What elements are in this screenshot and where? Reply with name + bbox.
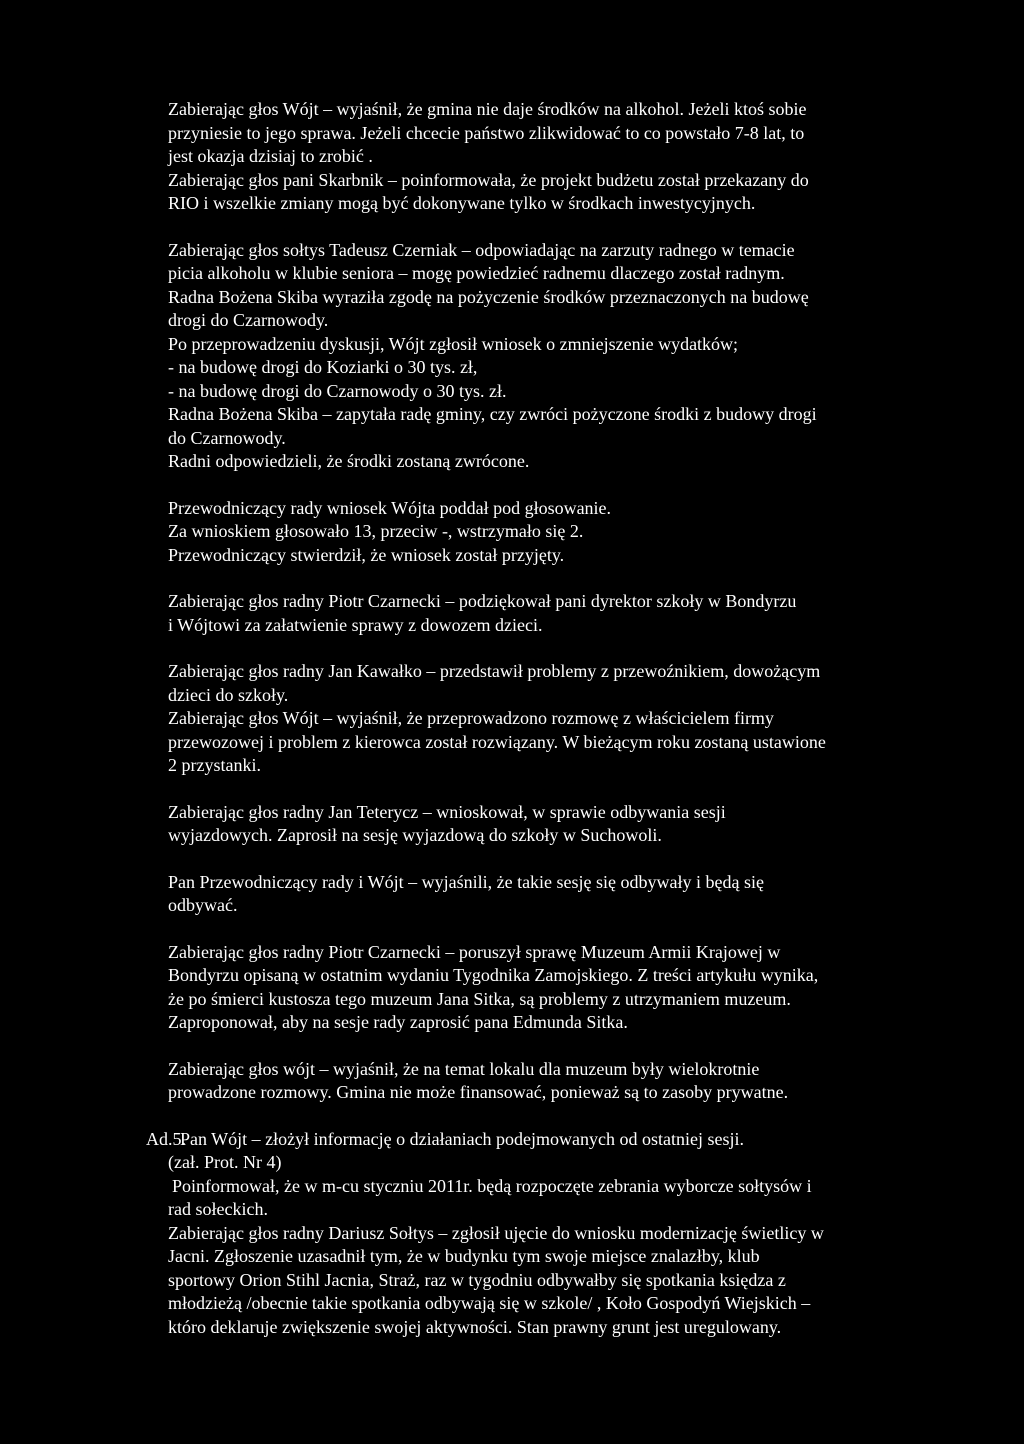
text-line: jest okazja dzisiaj to zrobić . bbox=[168, 146, 373, 166]
text-line: przyniesie to jego sprawa. Jeżeli chcecie państwo zlikwidować to co powstało 7-8 lat, to bbox=[168, 122, 805, 143]
text-line: do Czarnowody. bbox=[168, 427, 286, 448]
text-line: Zaproponował, aby na sesje rady zaprosić pana Edmunda Sitka. bbox=[168, 1012, 628, 1032]
text-line: - na budowę drogi do Czarnowody o 30 tys. zł. bbox=[168, 380, 507, 401]
text-line: rad sołeckich. bbox=[168, 1199, 268, 1219]
text-line: Radna Bożena Skiba wyraziła zgodę na pożyczenie środków przeznaczonych na budowę bbox=[168, 286, 809, 307]
text-line: Zabierając głos sołtys Tadeusz Czerniak – odpowiadając na zarzuty radnego w temacie bbox=[168, 239, 795, 260]
text-line: Radna Bożena Skiba – zapytała radę gminy, czy zwróci pożyczone środki z budowy drogi bbox=[168, 404, 817, 424]
text-line: Zabierając głos radny Piotr Czarnecki – poruszył sprawę Muzeum Armii Krajowej w bbox=[168, 941, 781, 962]
text-line: drogi do Czarnowody. bbox=[168, 310, 329, 330]
paragraph-czarnecki-podziekowanie bbox=[168, 590, 908, 637]
spacer bbox=[168, 567, 908, 590]
paragraph-kawalko bbox=[168, 660, 908, 778]
text-line: Bondyrzu opisaną w ostatnim wydaniu Tygodnika Zamojskiego. Z treści artykułu wynika, bbox=[168, 965, 819, 985]
text-line: picia alkoholu w klubie seniora – mogę powiedzieć radnemu dlaczego został radnym. bbox=[168, 263, 785, 283]
paragraph-glosowanie bbox=[168, 497, 908, 568]
text-line: odbywać. bbox=[168, 895, 238, 915]
spacer bbox=[168, 474, 908, 497]
spacer bbox=[168, 1105, 908, 1128]
text-line: Poinformował, że w m-cu styczniu 2011r. będą rozpoczęte zebrania wyborcze sołtysów i bbox=[172, 1175, 812, 1196]
paragraph-teterycz bbox=[168, 801, 908, 848]
text-line: Zabierając głos Wójt – wyjaśnił, że przeprowadzono rozmowę z właścicielem firmy bbox=[168, 708, 774, 728]
text-line: Radni odpowiedzieli, że środki zostaną zwrócone. bbox=[168, 451, 530, 471]
spacer bbox=[168, 1035, 908, 1058]
paragraph-wojt-alkohol bbox=[168, 98, 908, 216]
text-line: Pan Przewodniczący rady i Wójt – wyjaśnili, że takie sesję się odbywały i będą się bbox=[168, 871, 764, 892]
text-line: Po przeprowadzeniu dyskusji, Wójt zgłosił wniosek o zmniejszenie wydatków; bbox=[168, 333, 739, 354]
text-line: Zabierając głos pani Skarbnik – poinformowała, że projekt budżetu został przekazany do bbox=[168, 169, 809, 190]
text-line: Za wnioskiem głosowało 13, przeciw -, wstrzymało się 2. bbox=[168, 521, 584, 541]
text-line: (zał. Prot. Nr 4) bbox=[168, 1152, 282, 1172]
paragraph-soltys-czerniak bbox=[168, 239, 908, 474]
text-line: młodzieżą /obecnie takie spotkania odbywają się w szkole/ , Koło Gospodyń Wiejskich – bbox=[168, 1293, 811, 1313]
text-line: Zabierając głos radny Jan Teterycz – wnioskował, w sprawie odbywania sesji bbox=[168, 801, 726, 822]
text-line: Pan Wójt – złożył informację o działaniach podejmowanych od ostatniej sesji. bbox=[180, 1128, 745, 1149]
text-line: dzieci do szkoły. bbox=[168, 684, 289, 705]
paragraph-czarnecki-muzeum bbox=[168, 941, 908, 1035]
spacer bbox=[168, 778, 908, 801]
section-ad5 bbox=[146, 1128, 908, 1340]
text-line: Zabierając głos radny Jan Kawałko – przedstawił problemy z przewoźnikiem, dowożącym bbox=[168, 661, 821, 681]
spacer bbox=[168, 918, 908, 941]
text-line: że po śmierci kustosza tego muzeum Jana Sitka, są problemy z utrzymaniem muzeum. bbox=[168, 988, 791, 1009]
text-line: Zabierając głos radny Dariusz Sołtys – zgłosił ujęcie do wniosku modernizację świetlicy w bbox=[168, 1222, 824, 1243]
text-line: 2 przystanki. bbox=[168, 755, 261, 775]
spacer bbox=[168, 216, 908, 239]
text-line: Jacni. Zgłoszenie uzasadnił tym, że w budynku tym swoje miejsce znalazłby, klub bbox=[168, 1246, 760, 1266]
text-line: przewozowej i problem z kierowca został rozwiązany. W bieżącym roku zostaną ustawione bbox=[168, 731, 826, 752]
text-line: prowadzone rozmowy. Gmina nie może finansować, ponieważ są to zasoby prywatne. bbox=[168, 1082, 789, 1102]
text-line: i Wójtowi za załatwienie sprawy z dowozem dzieci. bbox=[168, 614, 543, 635]
section-number: Ad.5. bbox=[146, 1128, 186, 1149]
text-line: wyjazdowych. Zaprosił na sesję wyjazdową do szkoły w Suchowoli. bbox=[168, 825, 662, 845]
text-line: Zabierając głos Wójt – wyjaśnił, że gmina nie daje środków na alkohol. Jeżeli ktoś sobie bbox=[168, 99, 807, 119]
text-line: Zabierając głos wójt – wyjaśnił, że na temat lokalu dla muzeum były wielokrotnie bbox=[168, 1058, 760, 1079]
paragraph-wojt-muzeum bbox=[168, 1058, 908, 1105]
text-line: Przewodniczący rady wniosek Wójta poddał pod głosowanie. bbox=[168, 497, 612, 518]
text-line: sportowy Orion Stihl Jacnia, Straż, raz w tygodniu odbywałby się spotkania księdza z bbox=[168, 1269, 786, 1290]
document-page bbox=[146, 98, 908, 1339]
text-line: Zabierając głos radny Piotr Czarnecki – podziękował pani dyrektor szkoły w Bondyrzu bbox=[168, 591, 797, 611]
text-line: któro deklaruje zwiększenie swojej aktywności. Stan prawny grunt jest uregulowany. bbox=[168, 1316, 782, 1337]
text-line: Przewodniczący stwierdził, że wniosek został przyjęty. bbox=[168, 544, 565, 565]
text-line: - na budowę drogi do Koziarki o 30 tys. zł, bbox=[168, 357, 478, 377]
paragraph-przewodniczacy-sesje bbox=[168, 871, 908, 918]
spacer bbox=[168, 637, 908, 660]
text-line: RIO i wszelkie zmiany mogą być dokonywane tylko w środkach inwestycyjnych. bbox=[168, 193, 756, 213]
spacer bbox=[168, 848, 908, 871]
